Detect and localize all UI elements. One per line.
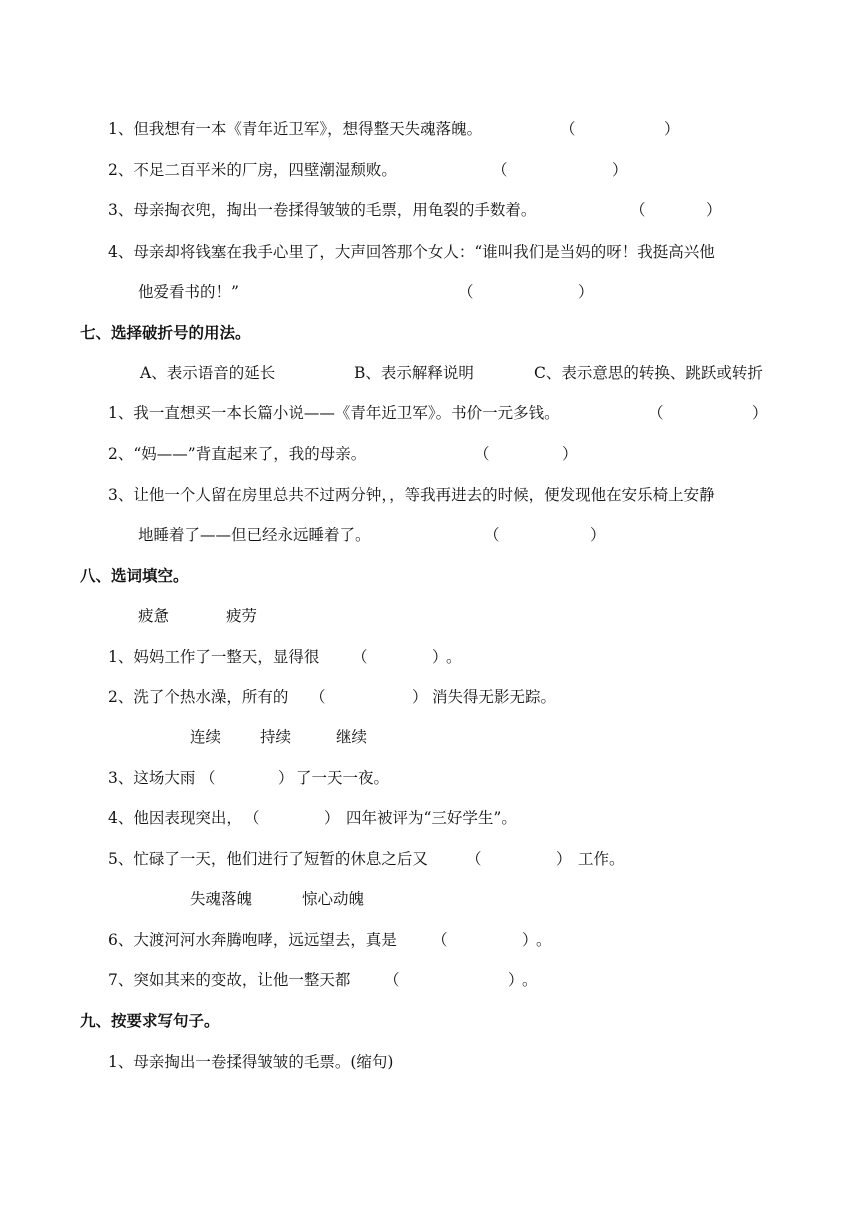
s6-item-4-close-paren: ） xyxy=(578,283,594,301)
s8-word-option: 疲劳 xyxy=(226,607,258,625)
s8-item-3-open-paren: （ xyxy=(200,769,216,787)
s8-item-7-after: 。 xyxy=(522,971,538,989)
s7-option-c: C、表示意思的转换、跳跃或转折 xyxy=(534,364,763,382)
s9-item-1-text: 1、母亲掏出一卷揉得皱皱的毛票。(缩句) xyxy=(108,1053,394,1071)
s8-word-option: 连续 xyxy=(190,728,222,746)
s8-item-5-after: 工作。 xyxy=(578,850,625,868)
s8-item-2-before: 2、洗了个热水澡，所有的 xyxy=(108,688,289,706)
s8-item-2-close-paren: ） xyxy=(412,688,428,706)
s7-item-2-open-paren: （ xyxy=(474,445,490,463)
s7-option-a: A、表示语音的延长 xyxy=(140,364,276,382)
s8-item-1-close-paren: ） xyxy=(432,648,448,666)
s8-item-1-after: 。 xyxy=(446,648,462,666)
section-9-title: 九、按要求写句子。 xyxy=(80,1012,220,1030)
s8-item-7-close-paren: ） xyxy=(508,971,524,989)
s7-item-3-open-paren: （ xyxy=(484,526,500,544)
s8-item-5-close-paren: ） xyxy=(556,850,572,868)
s8-word-option: 持续 xyxy=(260,728,292,746)
s6-item-4-continuation: 他爱看书的！” xyxy=(138,283,239,301)
s7-item-3-text: 3、让他一个人留在房里总共不过两分钟，，等我再进去的时候，便发现他在安乐椅上安静 xyxy=(108,486,715,504)
s8-item-3-after: 了一天一夜。 xyxy=(296,769,390,787)
s8-item-5-before: 5、忙碌了一天，他们进行了短暂的休息之后又 xyxy=(108,850,428,868)
s8-item-6-after: 。 xyxy=(536,931,552,949)
section-8-title: 八、选词填空。 xyxy=(80,567,189,585)
s8-item-1-before: 1、妈妈工作了一整天，显得很 xyxy=(108,648,320,666)
s8-word-option: 惊心动魄 xyxy=(302,890,365,908)
s8-item-6-close-paren: ） xyxy=(522,931,538,949)
s6-item-3-open-paren: （ xyxy=(630,201,646,219)
s8-item-6-open-paren: （ xyxy=(432,931,448,949)
s8-item-4-close-paren: ） xyxy=(324,809,340,827)
s8-item-4-open-paren: （ xyxy=(244,809,260,827)
s6-item-2-open-paren: （ xyxy=(492,161,508,179)
s8-item-3-before: 3、这场大雨 xyxy=(108,769,196,787)
s8-word-option: 失魂落魄 xyxy=(190,890,253,908)
s8-item-1-open-paren: （ xyxy=(352,648,368,666)
s6-item-3-text: 3、母亲掏衣兜，掏出一卷揉得皱皱的毛票，用龟裂的手数着。 xyxy=(108,201,537,219)
s8-item-3-close-paren: ） xyxy=(278,769,294,787)
s8-item-7-before: 7、突如其来的变故，让他一整天都 xyxy=(108,971,351,989)
s8-item-4-after: 四年被评为“三好学生”。 xyxy=(346,809,517,827)
section-7-title: 七、选择破折号的用法。 xyxy=(80,324,251,342)
s6-item-1-open-paren: （ xyxy=(560,120,576,138)
s8-word-option: 疲惫 xyxy=(138,607,170,625)
s7-item-3-close-paren: ） xyxy=(590,526,606,544)
s6-item-2-text: 2、不足二百平米的厂房，四壁潮湿颓败。 xyxy=(108,161,397,179)
s7-item-3-continuation: 地睡着了——但已经永远睡着了。 xyxy=(138,526,371,544)
s6-item-1-text: 1、但我想有一本《青年近卫军》，想得整天失魂落魄。 xyxy=(108,120,483,138)
s8-item-7-open-paren: （ xyxy=(384,971,400,989)
s6-item-4-text: 4、母亲却将钱塞在我手心里了，大声回答那个女人：“谁叫我们是当妈的呀！我挺高兴他 xyxy=(108,243,715,261)
s6-item-4-open-paren: （ xyxy=(458,283,474,301)
s6-item-1-close-paren: ） xyxy=(664,120,680,138)
s7-item-1-close-paren: ） xyxy=(752,404,768,422)
s8-item-5-open-paren: （ xyxy=(466,850,482,868)
s8-item-2-after: 消失得无影无踪。 xyxy=(432,688,557,706)
s8-item-6-before: 6、大渡河河水奔腾咆哮，远远望去，真是 xyxy=(108,931,397,949)
s8-word-option: 继续 xyxy=(336,728,368,746)
s6-item-3-close-paren: ） xyxy=(706,201,722,219)
s7-item-1-open-paren: （ xyxy=(648,404,664,422)
s8-item-2-open-paren: （ xyxy=(310,688,326,706)
s8-item-4-before: 4、他因表现突出， xyxy=(108,809,242,827)
s7-item-1-text: 1、我一直想买一本长篇小说——《青年近卫军》。书价一元多钱。 xyxy=(108,404,560,422)
s7-item-2-close-paren: ） xyxy=(562,445,578,463)
s6-item-2-close-paren: ） xyxy=(612,161,628,179)
s7-item-2-text: 2、“妈——”背直起来了，我的母亲。 xyxy=(108,445,367,463)
s7-option-b: B、表示解释说明 xyxy=(354,364,474,382)
